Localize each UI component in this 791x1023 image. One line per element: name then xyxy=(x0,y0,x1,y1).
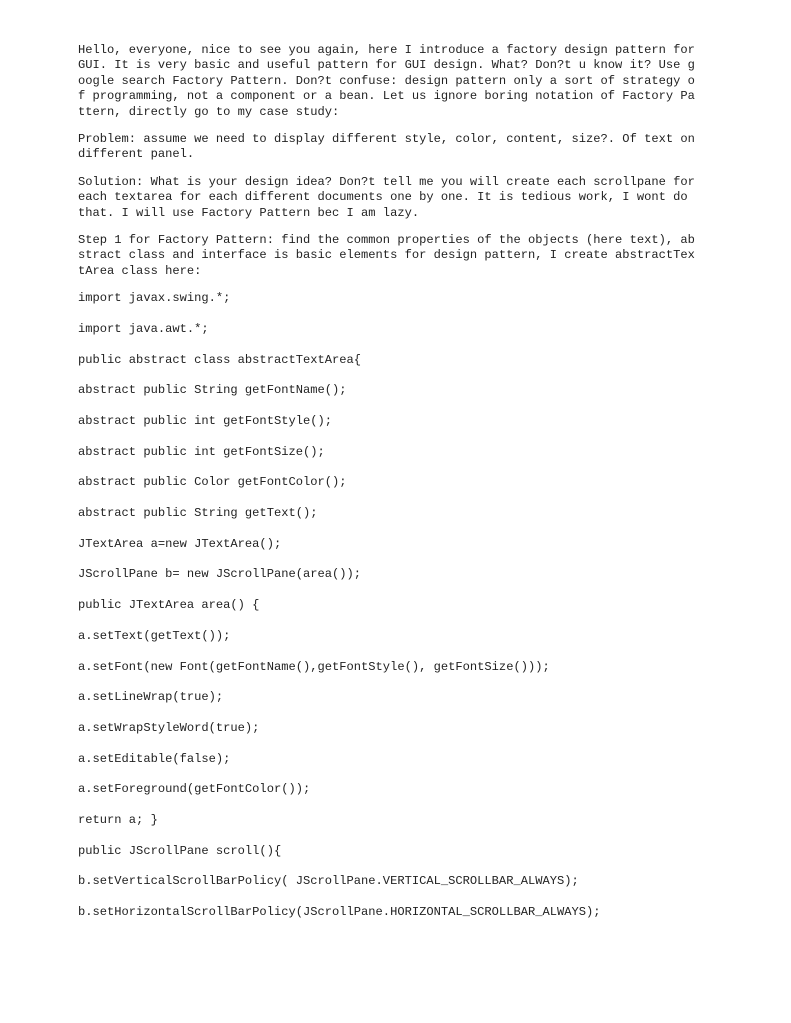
intro-paragraph: Hello, everyone, nice to see you again, here I introduce a factory design pattern for GUI. It is very basic and useful pattern for GUI design. What? Don?t u know it? Use google search Factory Pattern. Don?t confuse: design pattern only a sort of strategy of programming, not a component or a bean. Let us ignore boring notation of Factory Pattern, directly go to my case study: xyxy=(78,43,703,119)
code-line: abstract public int getFontSize(); xyxy=(78,444,325,459)
code-line: public JTextArea area() { xyxy=(78,598,260,613)
code-line: abstract public String getText(); xyxy=(78,506,318,521)
code-line: a.setText(getText()); xyxy=(78,628,231,643)
code-line: a.setLineWrap(true); xyxy=(78,690,224,705)
code-line: return a; } xyxy=(78,812,158,827)
code-listing xyxy=(78,291,698,920)
code-line: a.setForeground(getFontColor()); xyxy=(78,782,311,797)
code-line: import java.awt.*; xyxy=(78,321,209,336)
code-line: public JScrollPane scroll(){ xyxy=(78,843,282,858)
code-line: a.setEditable(false); xyxy=(78,751,231,766)
document-page xyxy=(78,43,703,936)
code-line: abstract public int getFontStyle(); xyxy=(78,414,333,429)
code-line: JScrollPane b= new JScrollPane(area()); xyxy=(78,567,362,582)
code-line: b.setVerticalScrollBarPolicy( JScrollPane.VERTICAL_SCROLLBAR_ALWAYS); xyxy=(78,874,579,889)
code-line: a.setFont(new Font(getFontName(),getFontStyle(), getFontSize())); xyxy=(78,659,550,674)
step-one-paragraph: Step 1 for Factory Pattern: find the common properties of the objects (here text), abstract class and interface is basic elements for design pattern, I create abstractTextArea class here: xyxy=(78,233,695,278)
problem-paragraph: Problem: assume we need to display different style, color, content, size?. Of text on different panel. xyxy=(78,132,703,162)
code-line: JTextArea a=new JTextArea(); xyxy=(78,536,282,551)
solution-paragraph: Solution: What is your design idea? Don?t tell me you will create each scrollpane for each textarea for each different documents one by one. It is tedious work, I wont do that. I will use Factory Pattern bec I am lazy. xyxy=(78,174,703,220)
code-line: public abstract class abstractTextArea{ xyxy=(78,352,362,367)
code-line: abstract public Color getFontColor(); xyxy=(78,475,347,490)
code-line: abstract public String getFontName(); xyxy=(78,383,347,398)
code-line: a.setWrapStyleWord(true); xyxy=(78,720,260,735)
code-line: import javax.swing.*; xyxy=(78,291,231,306)
code-line: b.setHorizontalScrollBarPolicy(JScrollPane.HORIZONTAL_SCROLLBAR_ALWAYS); xyxy=(78,905,601,920)
